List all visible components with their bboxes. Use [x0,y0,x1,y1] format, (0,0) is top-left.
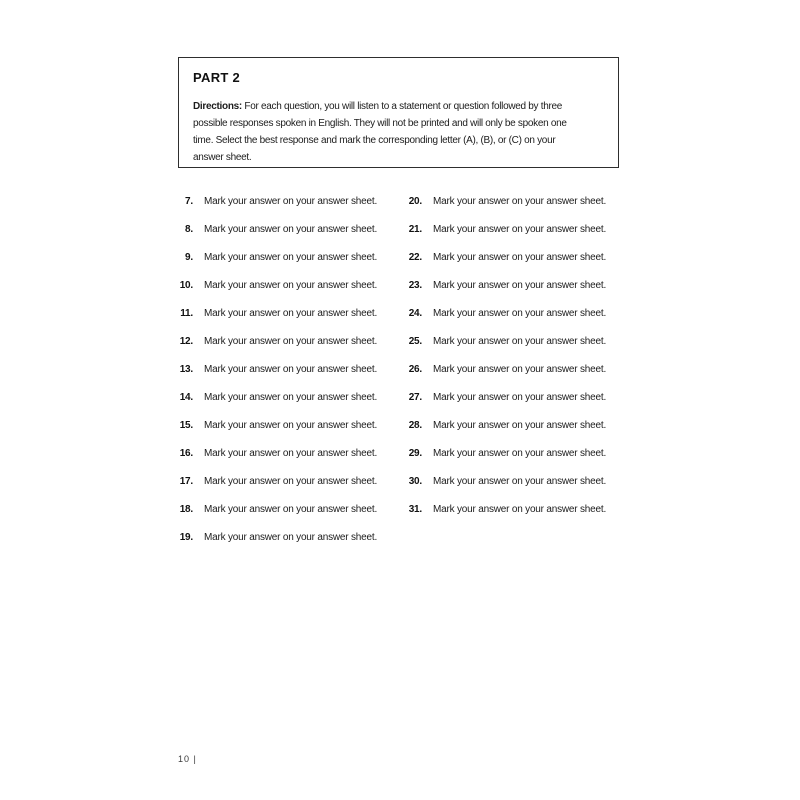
question-number: 25. [408,336,422,347]
question-text: Mark your answer on your answer sheet. [433,448,607,459]
question-column-left [176,196,405,560]
question-number: 17. [179,476,193,487]
question-text: Mark your answer on your answer sheet. [433,252,607,263]
question-number: 12. [179,336,193,347]
question-text: Mark your answer on your answer sheet. [204,392,378,403]
question-item [176,392,405,407]
question-number: 22. [408,252,422,263]
question-text: Mark your answer on your answer sheet. [204,504,378,515]
question-number: 31. [408,504,422,515]
question-item [405,364,634,379]
part-title: PART 2 [193,70,241,85]
question-item [176,476,405,491]
page-number: 10 | [178,754,197,764]
question-text: Mark your answer on your answer sheet. [204,420,378,431]
question-text: Mark your answer on your answer sheet. [204,196,378,207]
question-number: 27. [408,392,422,403]
question-text: Mark your answer on your answer sheet. [433,364,607,375]
question-number: 7. [185,196,193,207]
question-item [405,308,634,323]
question-text: Mark your answer on your answer sheet. [433,392,607,403]
question-number: 8. [185,224,193,235]
question-item [176,336,405,351]
question-list [176,196,634,560]
directions-line: possible responses spoken in English. They will not be printed and will only be spoken one [193,118,567,129]
question-text: Mark your answer on your answer sheet. [204,308,378,319]
directions-line-text: For each question, you will listen to a statement or question followed by three [244,101,563,112]
question-text: Mark your answer on your answer sheet. [204,224,378,235]
question-number: 11. [180,308,193,319]
directions-line: time. Select the best response and mark the corresponding letter (A), (B), or (C) on your [193,135,556,146]
question-text: Mark your answer on your answer sheet. [204,252,378,263]
directions-line: answer sheet. [193,152,252,163]
question-item [405,392,634,407]
question-number: 19. [179,532,193,543]
question-text: Mark your answer on your answer sheet. [433,504,607,515]
question-number: 16. [179,448,193,459]
question-number: 13. [179,364,193,375]
question-item [176,532,405,547]
part-directions-box [178,57,619,168]
question-item [176,224,405,239]
question-number: 10. [179,280,193,291]
question-text: Mark your answer on your answer sheet. [433,336,607,347]
question-number: 24. [408,308,422,319]
question-item [176,504,405,519]
question-item [405,196,634,211]
question-number: 21. [408,224,422,235]
question-item [405,504,634,519]
question-item [405,336,634,351]
question-item [405,420,634,435]
question-text: Mark your answer on your answer sheet. [204,448,378,459]
question-text: Mark your answer on your answer sheet. [433,196,607,207]
question-number: 14. [179,392,193,403]
question-item [405,280,634,295]
question-text: Mark your answer on your answer sheet. [433,308,607,319]
question-text: Mark your answer on your answer sheet. [433,280,607,291]
question-item [176,448,405,463]
question-text: Mark your answer on your answer sheet. [433,224,607,235]
question-number: 28. [408,420,422,431]
question-item [176,252,405,267]
question-text: Mark your answer on your answer sheet. [204,532,378,543]
question-number: 18. [179,504,193,515]
question-text: Mark your answer on your answer sheet. [433,476,607,487]
question-text: Mark your answer on your answer sheet. [204,336,378,347]
question-number: 30. [408,476,422,487]
question-number: 20. [408,196,422,207]
question-text: Mark your answer on your answer sheet. [204,364,378,375]
directions-paragraph [193,98,606,166]
question-text: Mark your answer on your answer sheet. [204,280,378,291]
question-number: 29. [408,448,422,459]
question-item [176,364,405,379]
question-item [405,476,634,491]
question-number: 26. [408,364,422,375]
question-item [405,448,634,463]
question-item [176,420,405,435]
question-text: Mark your answer on your answer sheet. [204,476,378,487]
question-item [405,252,634,267]
question-number: 23. [408,280,422,291]
question-column-right [405,196,634,560]
question-item [176,196,405,211]
question-item [176,308,405,323]
question-text: Mark your answer on your answer sheet. [433,420,607,431]
directions-label: Directions: [193,101,242,112]
question-number: 9. [185,252,193,263]
question-item [176,280,405,295]
directions-line [193,98,606,115]
question-number: 15. [179,420,193,431]
question-item [405,224,634,239]
